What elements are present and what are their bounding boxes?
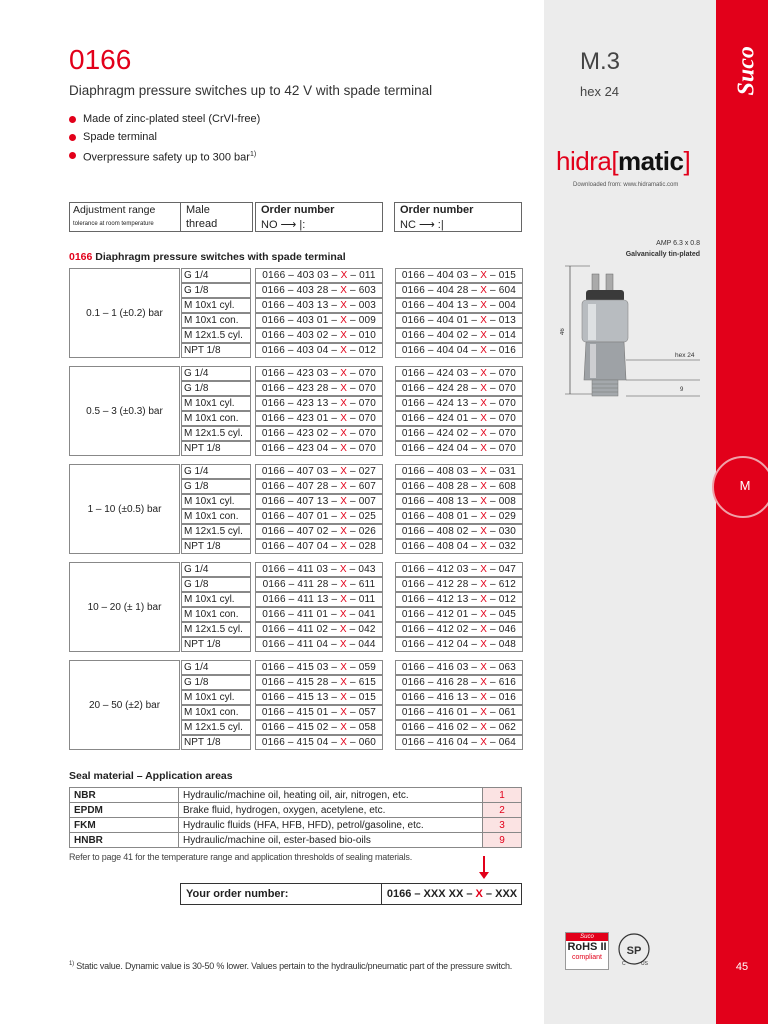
hex-dim: hex 24 — [675, 352, 695, 359]
thread-cell: G 1/4 — [181, 268, 251, 283]
table-row — [181, 313, 523, 328]
table-row — [181, 562, 523, 577]
thread-cell: M 12x1.5 cyl. — [181, 426, 251, 441]
seal-table — [69, 787, 522, 848]
order-nc-cell: 0166 – 412 02 – X – 046 — [395, 622, 523, 637]
order-no-cell: 0166 – 403 28 – X – 603 — [255, 283, 383, 298]
thread-cell: M 10x1 con. — [181, 411, 251, 426]
header-male: Male — [186, 204, 210, 216]
header-order-no — [255, 202, 383, 232]
order-nc-cell: 0166 – 408 04 – X – 032 — [395, 539, 523, 554]
thread-cell: G 1/8 — [181, 283, 251, 298]
suco-logo: Suco — [733, 46, 760, 96]
thread-cell: M 12x1.5 cyl. — [181, 622, 251, 637]
order-nc-cell: 0166 – 408 28 – X – 608 — [395, 479, 523, 494]
order-no-cell: 0166 – 423 03 – X – 070 — [255, 366, 383, 381]
order-nc-cell: 0166 – 412 03 – X – 047 — [395, 562, 523, 577]
thread-cell: M 10x1 cyl. — [181, 298, 251, 313]
plating-label: Galvanically tin-plated — [625, 251, 700, 258]
thread-cell: G 1/4 — [181, 562, 251, 577]
table-title: 0166 Diaphragm pressure switches with spade terminal — [69, 251, 346, 263]
table-row — [181, 720, 523, 735]
product-image — [560, 240, 710, 440]
arrow-down-icon — [483, 856, 485, 874]
table-row — [181, 539, 523, 554]
pressure-switch-drawing — [560, 260, 710, 450]
order-no-cell: 0166 – 423 04 – X – 070 — [255, 441, 383, 456]
page-subtitle: Diaphragm pressure switches up to 42 V with spade terminal — [69, 83, 433, 98]
order-nc-cell: 0166 – 408 01 – X – 029 — [395, 509, 523, 524]
order-nc-cell: 0166 – 404 04 – X – 016 — [395, 343, 523, 358]
thread-cell: NPT 1/8 — [181, 343, 251, 358]
header-order-nc — [394, 202, 522, 232]
table-row — [181, 343, 523, 358]
table-row — [181, 411, 523, 426]
footnote-ref: 1) — [249, 151, 257, 158]
order-nc-cell: 0166 – 424 02 – X – 070 — [395, 426, 523, 441]
table-row — [181, 283, 523, 298]
order-nc-cell: 0166 – 404 02 – X – 014 — [395, 328, 523, 343]
order-no-cell: 0166 – 407 13 – X – 007 — [255, 494, 383, 509]
order-nc-cell: 0166 – 416 04 – X – 064 — [395, 735, 523, 750]
header-nc: NC ⟶ :| — [400, 219, 444, 231]
order-no-cell: 0166 – 403 04 – X – 012 — [255, 343, 383, 358]
order-label: Your order number: — [186, 888, 289, 900]
thread-cell: M 10x1 con. — [181, 705, 251, 720]
table-row — [181, 735, 523, 750]
csa-certification-icon — [616, 932, 652, 968]
order-no-cell: 0166 – 403 13 – X – 003 — [255, 298, 383, 313]
adjustment-range: 0.1 – 1 (±0.2) bar — [69, 268, 180, 358]
thread-cell: NPT 1/8 — [181, 735, 251, 750]
table-row: EPDM Brake fluid, hydrogen, oxygen, acetylene, etc. 2 — [70, 803, 522, 818]
order-no-cell: 0166 – 403 01 – X – 009 — [255, 313, 383, 328]
table-row — [181, 426, 523, 441]
page-title: 0166 — [69, 44, 132, 75]
table-row — [181, 268, 523, 283]
order-nc-cell: 0166 – 412 28 – X – 612 — [395, 577, 523, 592]
table-row — [181, 479, 523, 494]
order-no-cell: 0166 – 411 03 – X – 043 — [255, 562, 383, 577]
order-no-cell: 0166 – 415 13 – X – 015 — [255, 690, 383, 705]
table-row — [181, 675, 523, 690]
table-row — [181, 441, 523, 456]
section-code: M.3 — [580, 48, 621, 75]
thread-cell: NPT 1/8 — [181, 441, 251, 456]
thread-cell: M 10x1 cyl. — [181, 396, 251, 411]
order-no-cell: 0166 – 407 04 – X – 028 — [255, 539, 383, 554]
order-no-cell: 0166 – 415 02 – X – 058 — [255, 720, 383, 735]
thread-cell: NPT 1/8 — [181, 637, 251, 652]
order-no-cell: 0166 – 411 28 – X – 611 — [255, 577, 383, 592]
thread-cell: M 10x1 con. — [181, 509, 251, 524]
order-no-cell: 0166 – 415 01 – X – 057 — [255, 705, 383, 720]
order-nc-cell: 0166 – 416 01 – X – 061 — [395, 705, 523, 720]
order-no-cell: 0166 – 415 04 – X – 060 — [255, 735, 383, 750]
order-nc-cell: 0166 – 424 04 – X – 070 — [395, 441, 523, 456]
table-row — [181, 494, 523, 509]
hex-size: hex 24 — [580, 84, 620, 99]
order-no-cell: 0166 – 407 01 – X – 025 — [255, 509, 383, 524]
thread-length-dim: 9 — [680, 387, 684, 393]
feature-item: Spade terminal — [69, 128, 260, 146]
table-row — [181, 622, 523, 637]
feature-item: Overpressure safety up to 300 bar$^{1)}$ — [69, 146, 260, 164]
feature-item: Made of zinc-plated steel (CrVI-free) — [69, 110, 260, 128]
table-row: FKM Hydraulic fluids (HFA, HFB, HFD), petrol/gasoline, etc. 3 — [70, 818, 522, 833]
table-row — [181, 592, 523, 607]
thread-cell: NPT 1/8 — [181, 539, 251, 554]
order-nc-cell: 0166 – 416 03 – X – 063 — [395, 660, 523, 675]
table-row — [181, 660, 523, 675]
order-nc-cell: 0166 – 412 13 – X – 012 — [395, 592, 523, 607]
table-row — [181, 690, 523, 705]
order-no-cell: 0166 – 403 03 – X – 011 — [255, 268, 383, 283]
order-nc-cell: 0166 – 404 28 – X – 604 — [395, 283, 523, 298]
thread-cell: M 12x1.5 cyl. — [181, 328, 251, 343]
order-no-cell: 0166 – 407 28 – X – 607 — [255, 479, 383, 494]
order-no-cell: 0166 – 411 04 – X – 044 — [255, 637, 383, 652]
svg-text:US: US — [641, 961, 648, 967]
thread-cell: G 1/8 — [181, 479, 251, 494]
header-no: NO ⟶ |: — [261, 219, 306, 231]
section-tab-m[interactable] — [712, 456, 768, 518]
order-nc-cell: 0166 – 412 04 – X – 048 — [395, 637, 523, 652]
table-row — [181, 396, 523, 411]
order-nc-cell: 0166 – 404 03 – X – 015 — [395, 268, 523, 283]
table-row — [181, 577, 523, 592]
order-no-cell: 0166 – 423 28 – X – 070 — [255, 381, 383, 396]
table-row: HNBR Hydraulic/machine oil, ester-based bio-oils 9 — [70, 833, 522, 848]
order-no-cell: 0166 – 411 01 – X – 041 — [255, 607, 383, 622]
order-no-cell: 0166 – 423 02 – X – 070 — [255, 426, 383, 441]
adjustment-range: 20 – 50 (±2) bar — [69, 660, 180, 750]
order-no-cell: 0166 – 415 28 – X – 615 — [255, 675, 383, 690]
page-number: 45 — [735, 961, 749, 973]
feature-list — [69, 110, 260, 164]
header-order-label: Order number — [261, 204, 335, 216]
table-row — [181, 328, 523, 343]
table-row — [181, 509, 523, 524]
thread-cell: M 12x1.5 cyl. — [181, 524, 251, 539]
table-row — [181, 464, 523, 479]
header-adjustment: Adjustment range — [73, 204, 156, 216]
header-adjustment-male — [69, 202, 253, 232]
order-nc-cell: 0166 – 408 02 – X – 030 — [395, 524, 523, 539]
header-divider — [180, 203, 181, 231]
order-no-cell: 0166 – 411 13 – X – 011 — [255, 592, 383, 607]
seal-note: Refer to page 41 for the temperature range and application thresholds of sealing materials. — [69, 852, 413, 862]
table-row: NBR Hydraulic/machine oil, heating oil, air, nitrogen, etc. 1 — [70, 788, 522, 803]
order-nc-cell: 0166 – 416 28 – X – 616 — [395, 675, 523, 690]
seal-title: Seal material – Application areas — [69, 770, 233, 782]
order-nc-cell: 0166 – 424 03 – X – 070 — [395, 366, 523, 381]
header-order-label: Order number — [400, 204, 474, 216]
order-no-cell: 0166 – 403 02 – X – 010 — [255, 328, 383, 343]
thread-cell: G 1/4 — [181, 464, 251, 479]
adjustment-range: 10 – 20 (± 1) bar — [69, 562, 180, 652]
order-nc-cell: 0166 – 408 03 – X – 031 — [395, 464, 523, 479]
table-row — [181, 366, 523, 381]
svg-text:C: C — [622, 961, 626, 967]
thread-cell: M 12x1.5 cyl. — [181, 720, 251, 735]
thread-cell: G 1/8 — [181, 577, 251, 592]
header-thread: thread — [186, 218, 218, 230]
adjustment-range: 1 – 10 (±0.5) bar — [69, 464, 180, 554]
order-no-cell: 0166 – 423 01 – X – 070 — [255, 411, 383, 426]
order-no-cell: 0166 – 411 02 – X – 042 — [255, 622, 383, 637]
table-row — [181, 705, 523, 720]
thread-cell: M 10x1 cyl. — [181, 592, 251, 607]
order-nc-cell: 0166 – 404 13 – X – 004 — [395, 298, 523, 313]
order-no-cell: 0166 – 423 13 – X – 070 — [255, 396, 383, 411]
thread-cell: G 1/8 — [181, 675, 251, 690]
order-no-cell: 0166 – 407 02 – X – 026 — [255, 524, 383, 539]
order-nc-cell: 0166 – 412 01 – X – 045 — [395, 607, 523, 622]
order-no-cell: 0166 – 407 03 – X – 027 — [255, 464, 383, 479]
order-nc-cell: 0166 – 424 13 – X – 070 — [395, 396, 523, 411]
thread-cell: M 10x1 cyl. — [181, 690, 251, 705]
thread-cell: G 1/4 — [181, 660, 251, 675]
footnote: $^{1)}$ Static value. Dynamic value is 30-50 % lower. Values pertain to the hydraulic/pneumatic part of the pressure switch. — [69, 961, 513, 971]
order-nc-cell: 0166 – 416 13 – X – 016 — [395, 690, 523, 705]
order-number-box — [180, 883, 522, 905]
order-nc-cell: 0166 – 424 01 – X – 070 — [395, 411, 523, 426]
amp-label: AMP 6.3 x 0.8 — [656, 240, 700, 247]
order-nc-cell: 0166 – 408 13 – X – 008 — [395, 494, 523, 509]
table-row — [181, 607, 523, 622]
order-value: 0166 – XXX XX – X – XXX — [381, 884, 522, 904]
table-row — [181, 298, 523, 313]
table-row — [181, 637, 523, 652]
hidramatic-logo[interactable]: hidra[matic] — [556, 146, 691, 176]
thread-cell: G 1/4 — [181, 366, 251, 381]
section-tab-label: M — [739, 478, 751, 493]
order-no-cell: 0166 – 415 03 – X – 059 — [255, 660, 383, 675]
svg-text:SP: SP — [626, 945, 642, 957]
height-dim: 46 — [560, 328, 566, 335]
adjustment-range: 0.5 – 3 (±0.3) bar — [69, 366, 180, 456]
rohs-badge: Suco RoHS II compliant — [565, 932, 609, 970]
order-nc-cell: 0166 – 416 02 – X – 062 — [395, 720, 523, 735]
table-row — [181, 524, 523, 539]
thread-cell: M 10x1 cyl. — [181, 494, 251, 509]
header-adjustment-sub: tolerance at room temperature — [73, 221, 154, 227]
order-nc-cell: 0166 – 424 28 – X – 070 — [395, 381, 523, 396]
thread-cell: M 10x1 con. — [181, 607, 251, 622]
order-nc-cell: 0166 – 404 01 – X – 013 — [395, 313, 523, 328]
download-source: Downloaded from: www.hidramatic.com — [573, 182, 679, 188]
thread-cell: M 10x1 con. — [181, 313, 251, 328]
table-row — [181, 381, 523, 396]
thread-cell: G 1/8 — [181, 381, 251, 396]
